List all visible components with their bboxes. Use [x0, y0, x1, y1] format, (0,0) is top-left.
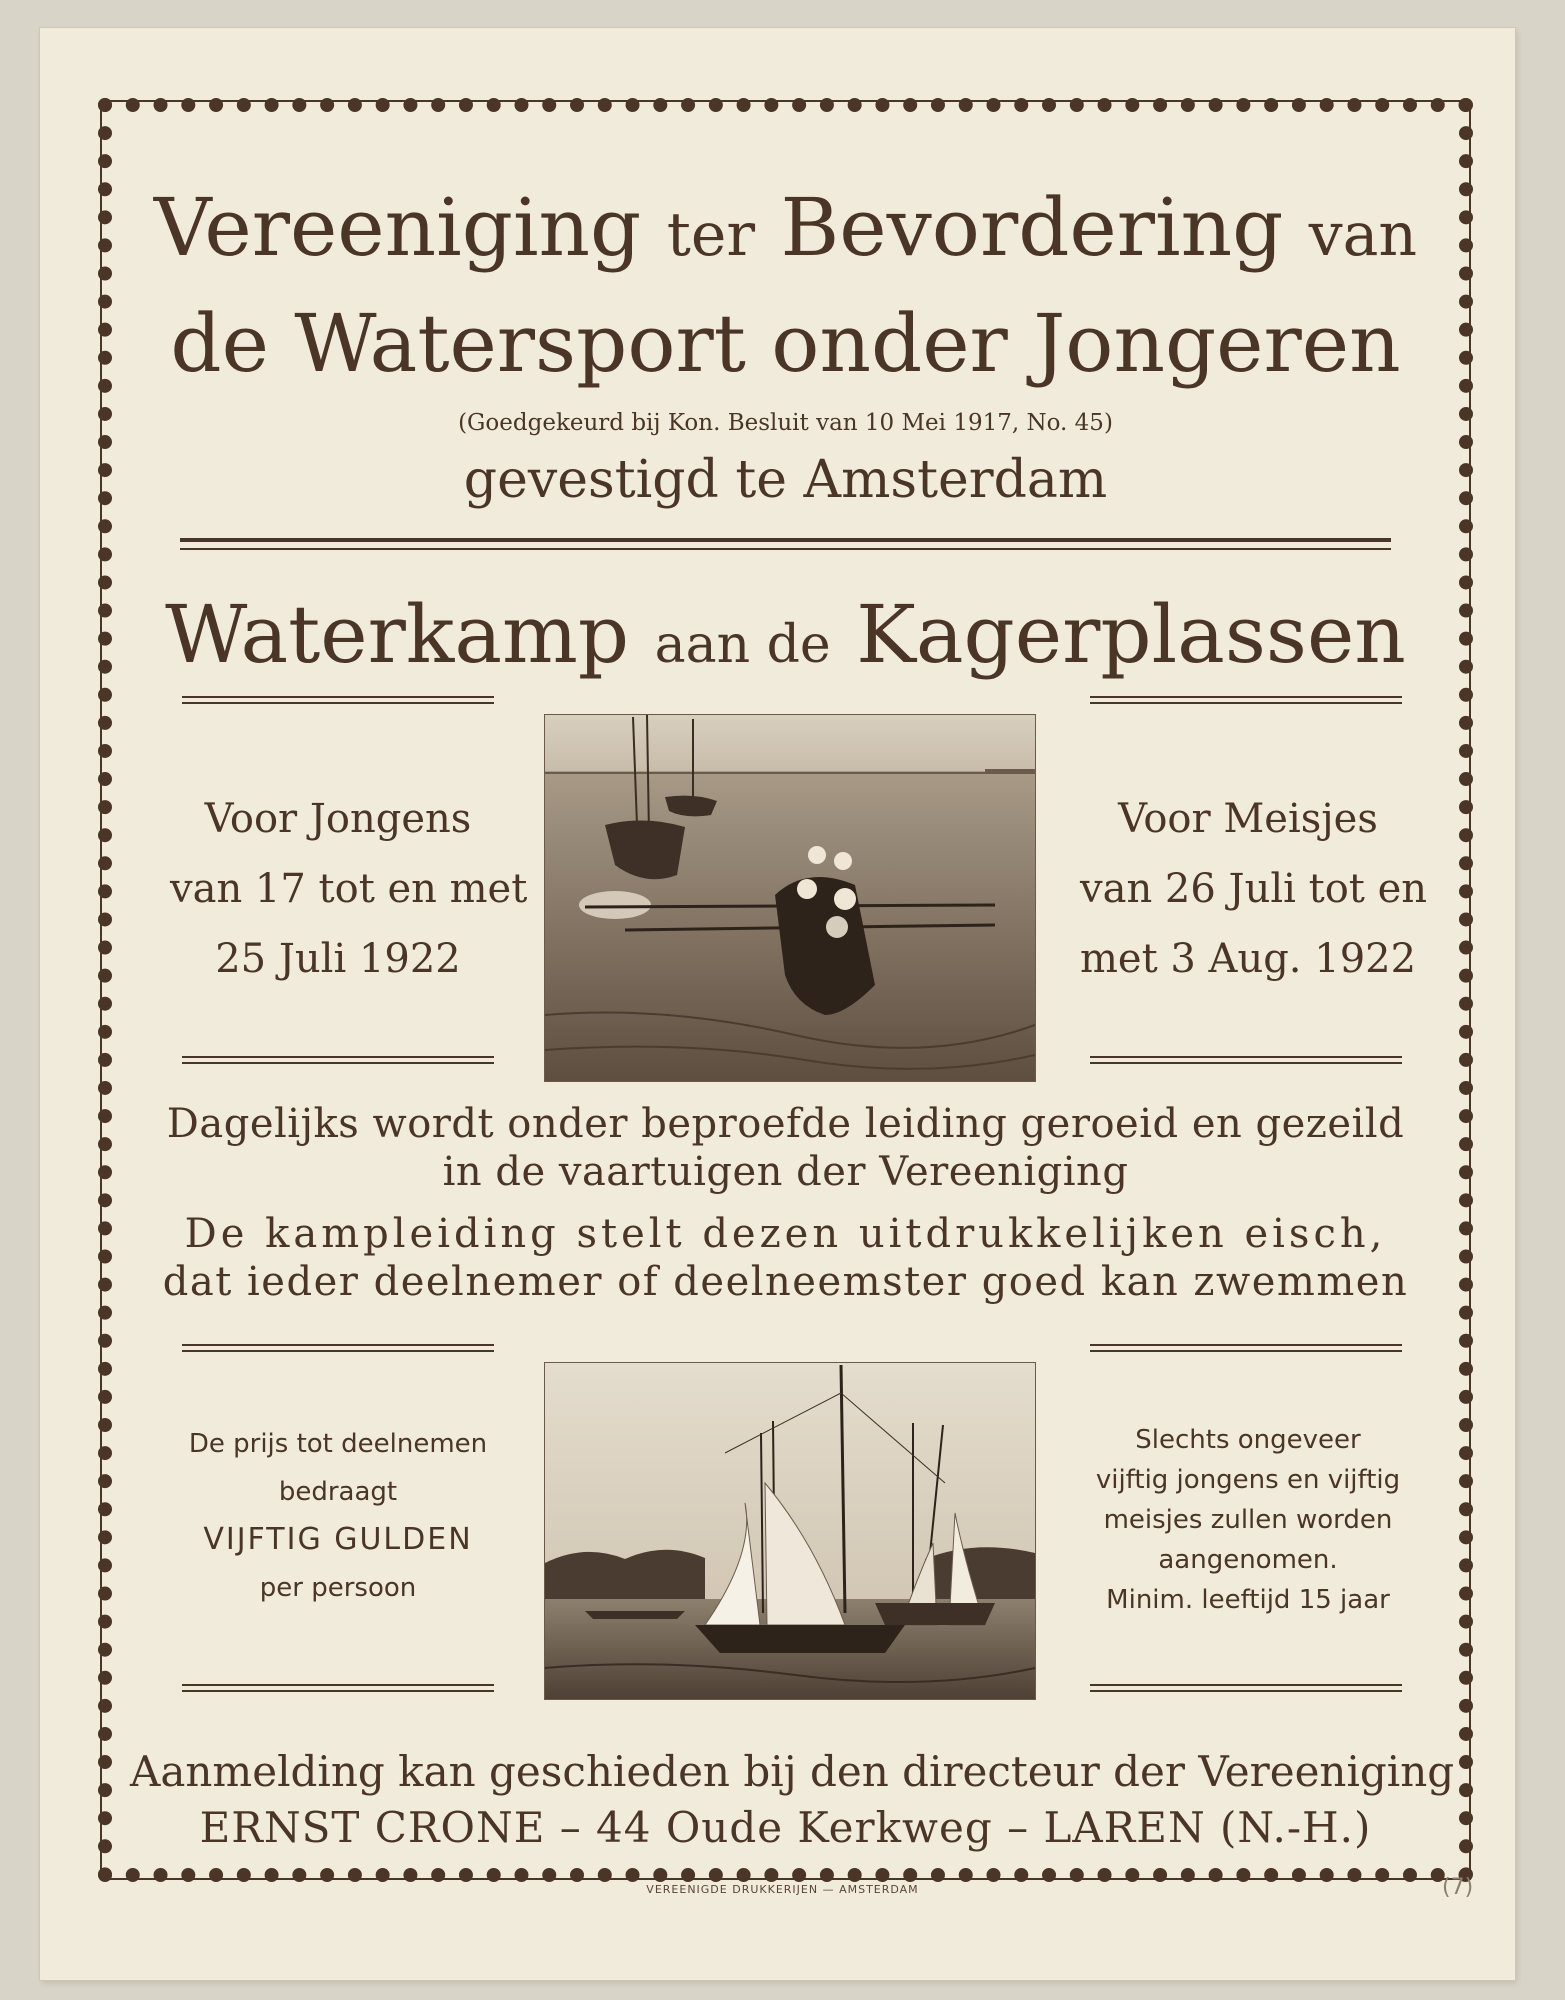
divider-left-bottom [182, 1684, 494, 1692]
divider-right-mid [1090, 1056, 1402, 1064]
poster-sheet [40, 28, 1515, 1980]
approval-note: (Goedgekeurd bij Kon. Besluit van 10 Mei 1917, No. 45) [458, 410, 1113, 436]
poster-content [130, 130, 1455, 1852]
body-line-1: Dagelijks wordt onder beproefde leiding geroeid en gezeild [166, 1101, 1405, 1147]
body-line-4: dat ieder deelnemer of deelneemster goed kan zwemmen [162, 1259, 1409, 1305]
printer-credit: VEREENIGDE DRUKKERIJEN — AMSTERDAM [646, 1883, 919, 1896]
title-line-1: Vereeniging ter Bevordering van [153, 181, 1418, 274]
contact-line-1: Aanmelding kan geschieden bij den directeur der Vereeniging [130, 1747, 1455, 1796]
divider-left-top [182, 696, 494, 704]
divider-right-lower [1090, 1344, 1402, 1352]
divider-left-lower [182, 1344, 494, 1352]
girls-dates: Voor Meisjes van 26 Juli tot en met 3 Aug. 1922 [1080, 796, 1428, 982]
contact-line-2: ERNST CRONE – 44 Oude Kerkweg – LAREN (N.-H.) [199, 1803, 1372, 1852]
limit-info: Slechts ongeveer vijftig jongens en vijftig meisjes zullen worden aangenomen. Minim. leeftijd 15 jaar [1095, 1425, 1401, 1615]
camp-title: Waterkamp aan de Kagerplassen [165, 588, 1406, 681]
title-line-2: de Watersport onder Jongeren [170, 297, 1401, 390]
sailing-photo [544, 1362, 1036, 1700]
rowing-photo [544, 714, 1036, 1082]
boys-dates: Voor Jongens van 17 tot en met 25 Juli 1922 [170, 796, 528, 982]
divider-double [180, 538, 1391, 550]
divider-right-top [1090, 696, 1402, 704]
divider-left-mid [182, 1056, 494, 1064]
body-line-3: De kampleiding stelt dezen uitdrukkelijken eisch, [184, 1211, 1387, 1257]
margin-note: (7) [1442, 1875, 1474, 1900]
ornamental-border [98, 98, 1473, 1882]
divider-right-bottom [1090, 1684, 1402, 1692]
price-info: De prijs tot deelnemen bedraagt VIJFTIG GULDEN per persoon [188, 1429, 488, 1603]
location-line: gevestigd te Amsterdam [463, 450, 1108, 510]
body-line-2: in de vaartuigen der Vereeniging [442, 1149, 1129, 1195]
